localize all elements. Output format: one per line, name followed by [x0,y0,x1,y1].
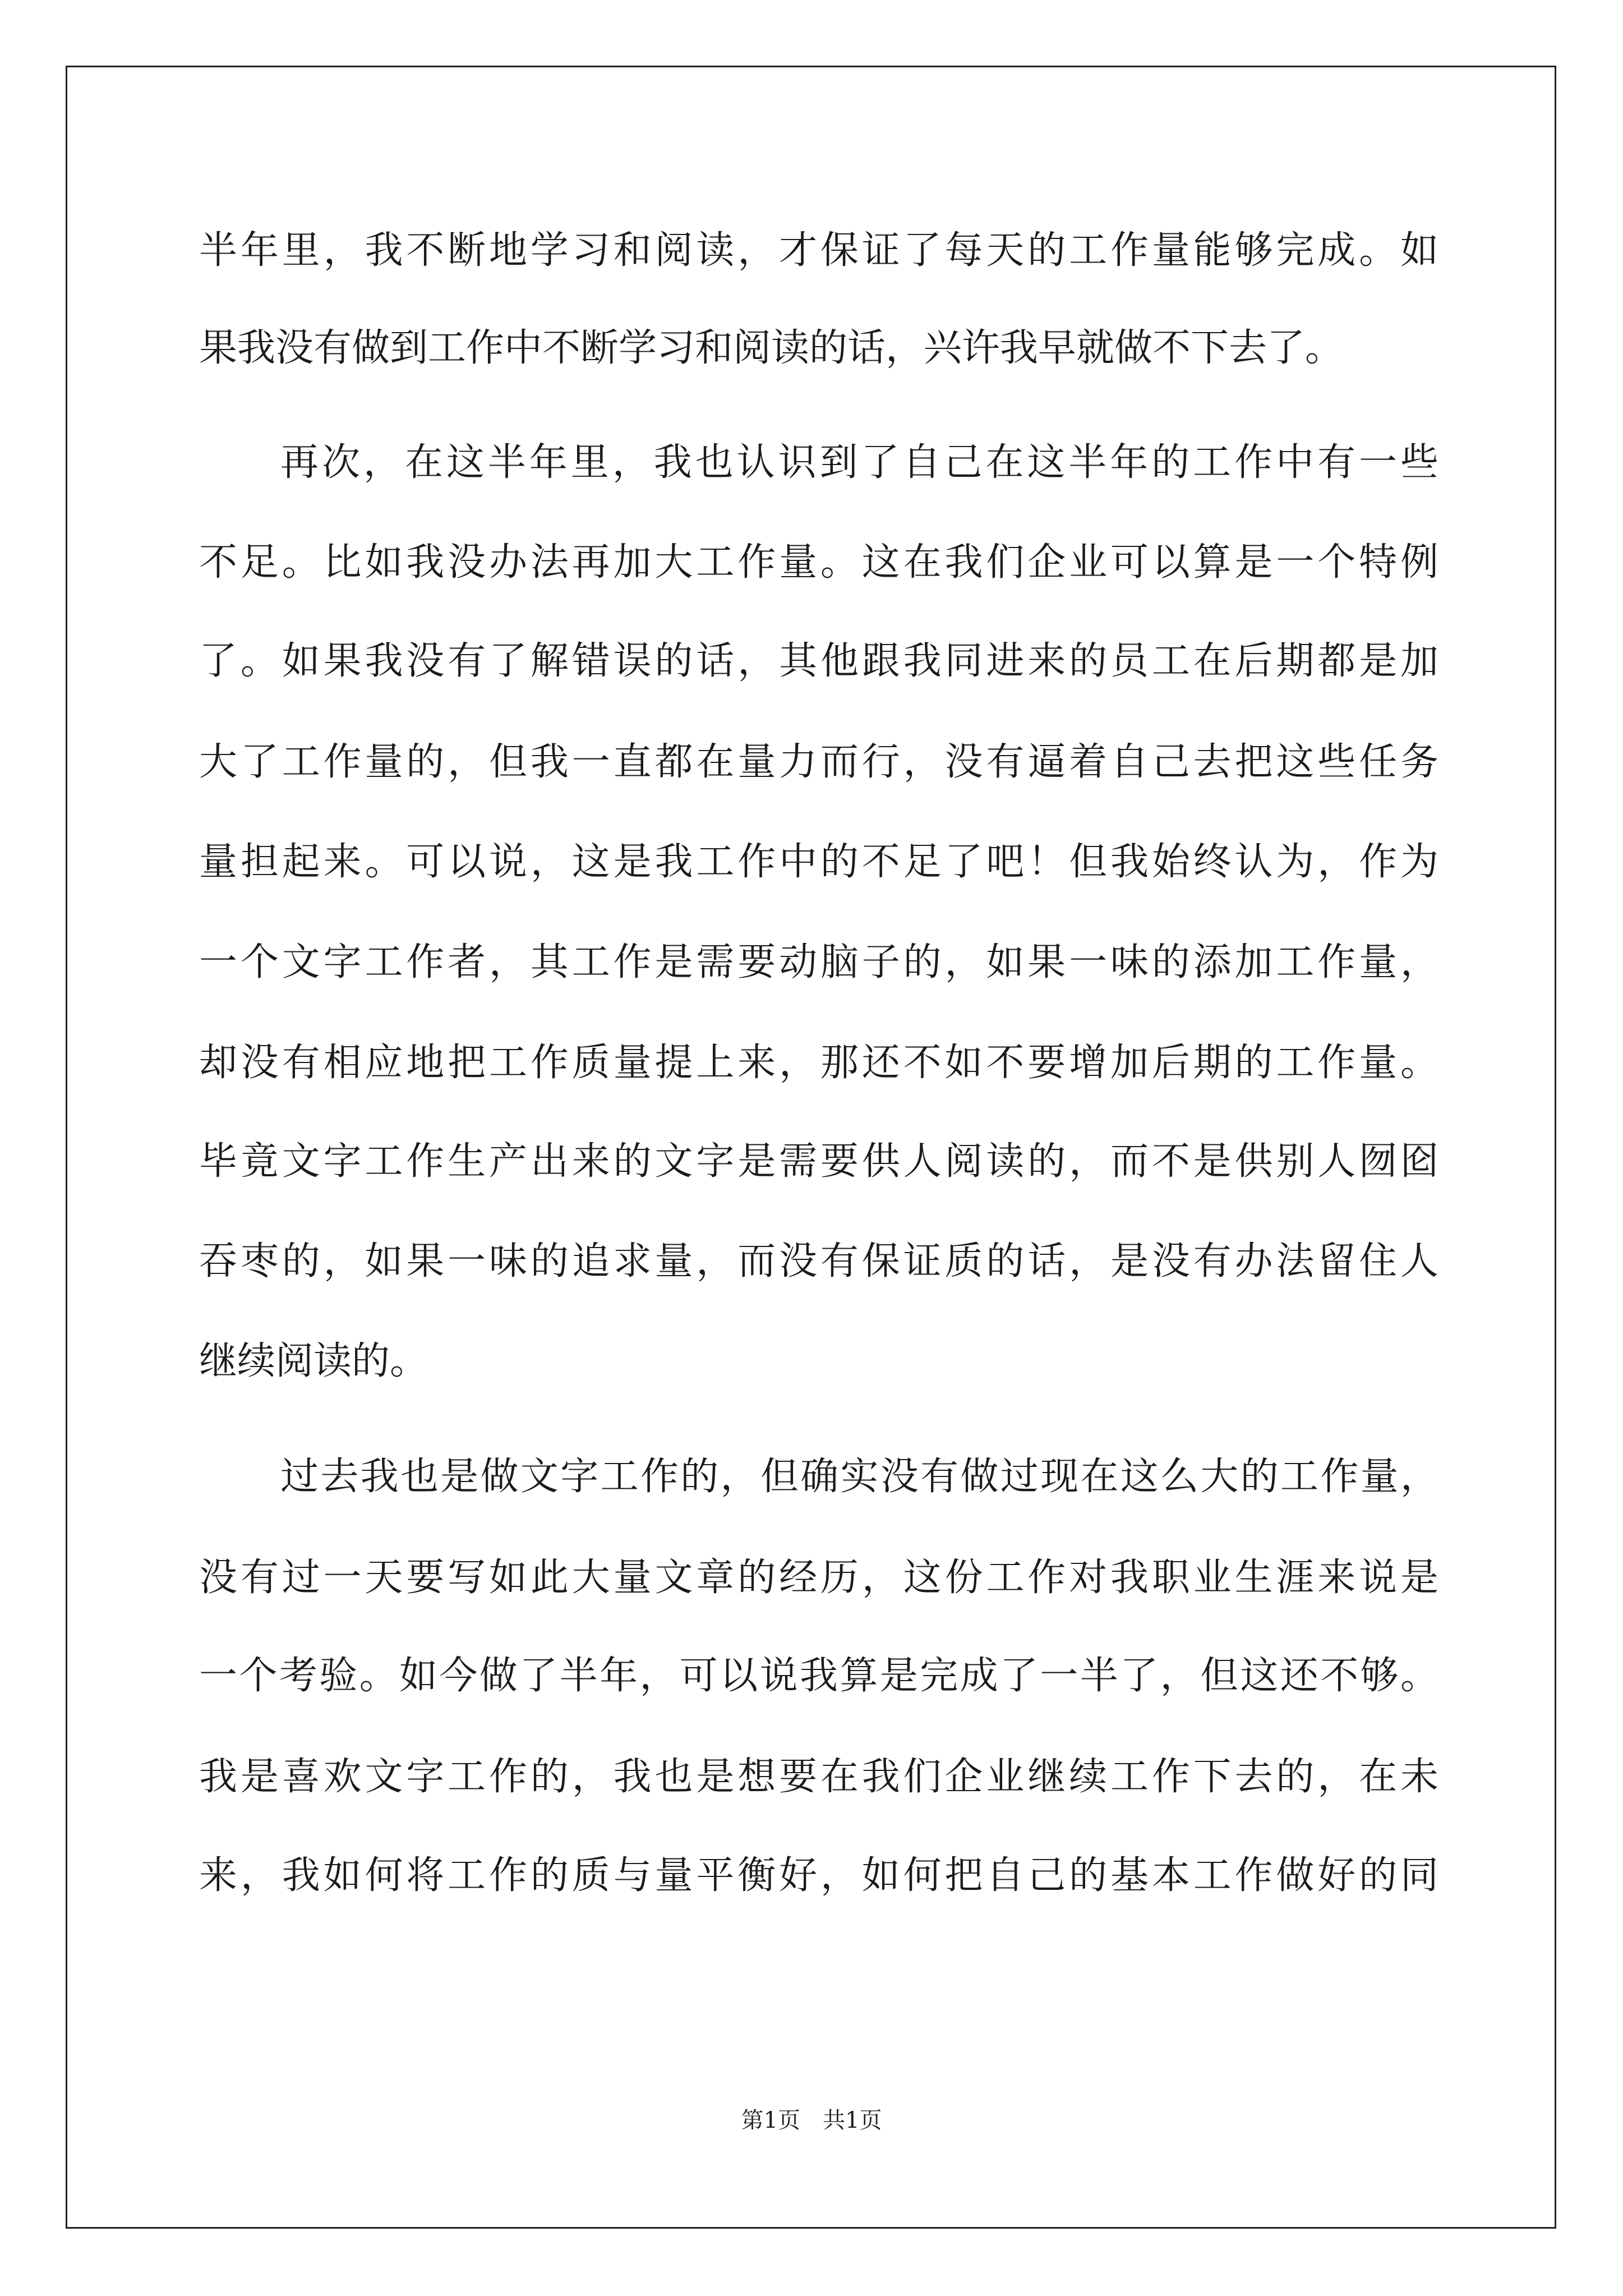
paragraph-line: 一个文字工作者，其工作是需要动脑子的，如果一味的添加工作量， [199,940,1438,984]
paragraph-line: 再次，在这半年里，我也认识到了自己在这半年的工作中有一些 [280,440,1438,485]
page-footer: 第1页 共1页 [741,2108,882,2133]
paragraph-line: 过去我也是做文字工作的，但确实没有做过现在这么大的工作量， [280,1455,1438,1499]
paragraph-line: 毕竟文字工作生产出来的文字是需要供人阅读的，而不是供别人囫囵 [199,1139,1438,1184]
paragraph-line: 了。如果我没有了解错误的话，其他跟我同进来的员工在后期都是加 [199,639,1438,683]
paragraph-line: 不足。比如我没办法再加大工作量。这在我们企业可以算是一个特例 [199,540,1438,585]
paragraph-line: 没有过一天要写如此大量文章的经历，这份工作对我职业生涯来说是 [199,1556,1438,1600]
paragraph-line: 吞枣的，如果一味的追求量，而没有保证质的话，是没有办法留住人 [199,1239,1438,1283]
paragraph-line: 果我没有做到工作中不断学习和阅读的话，兴许我早就做不下去了。 [199,326,1344,370]
paragraph-line: 大了工作量的，但我一直都在量力而行，没有逼着自己去把这些任务 [199,740,1438,784]
paragraph-line: 继续阅读的。 [199,1339,428,1383]
paragraph-line: 我是喜欢文字工作的，我也是想要在我们企业继续工作下去的，在未 [199,1755,1438,1799]
paragraph-line: 半年里，我不断地学习和阅读，才保证了每天的工作量能够完成。如 [199,228,1438,273]
paragraph-line: 来，我如何将工作的质与量平衡好，如何把自己的基本工作做好的同 [199,1853,1438,1898]
paragraph-line: 量担起来。可以说，这是我工作中的不足了吧！但我始终认为，作为 [199,840,1438,884]
paragraph-line: 一个考验。如今做了半年，可以说我算是完成了一半了，但这还不够。 [199,1654,1438,1698]
paragraph-line: 却没有相应地把工作质量提上来，那还不如不要增加后期的工作量。 [199,1041,1438,1085]
